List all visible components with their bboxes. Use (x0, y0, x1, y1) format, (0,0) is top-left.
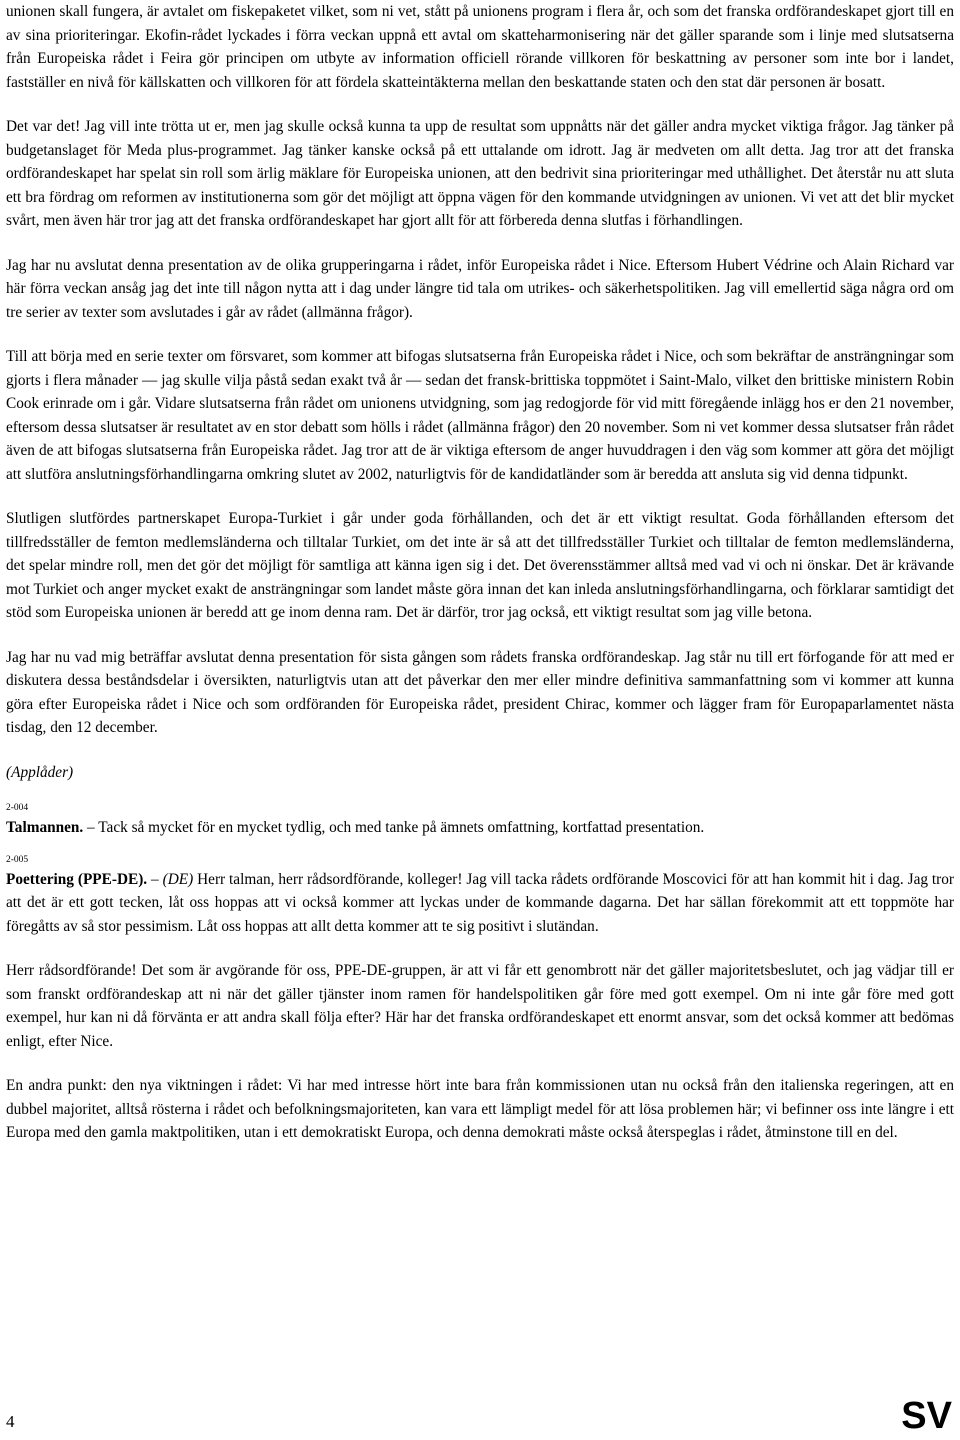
paragraph: Till att börja med en serie texter om försvaret, som kommer att bifogas slutsatserna från Europeiska rådet i Nice, och som bekräftar de ansträngningar som gjorts i flera månader — jag skulle vilja påstå sedan exakt två år — sedan det fransk-brittiska toppmötet i Saint-Malo, vilket den brittiske ministern Robin Cook erinrade om i går. Vidare slutsatserna från rådet om unionens utvidgning, som jag redogjorde för vid mitt föregående inlägg hos er den 21 november, eftersom dessa slutsatser är resultatet av en stor debatt som hölls i rådet (allmänna frågor) den 20 november. Som ni vet kommer dessa slutsatser från rådet även de att bifogas slutsatserna från Europeiska rådet. Jag tror att de är viktiga eftersom de anger huvuddragen i den väg som kommer att göra det möjligt att slutföra anslutningsförhandlingarna omkring slutet av 2002, naturligtvis för de kandidatländer som är beredda att ansluta sig vid denna tidpunkt. (6, 348, 954, 483)
language-code: SV (901, 1395, 952, 1437)
speech-body: Herr talman, herr rådsordförande, kolleger! Jag vill tacka rådets ordförande Moscovici för att han kommit hit i dag. Jag tror att det är ett gott tecken, låt oss hoppas att vi också kommer att lyckas under de kommande dagarna. Det har sällan förekommit att ett toppmöte har föregåtts av så stor pessimism. Låt oss hoppas att allt detta kommer att te sig positivt i slutändan. (6, 870, 955, 935)
speech-text (6, 816, 954, 840)
paragraph: Herr rådsordförande! Det som är avgörande för oss, PPE-DE-gruppen, är att vi får ett genombrott när det gäller majoritetsbeslutet, och jag vädjar till er som franskt ordförandeskap att ni när det gäller tjänster inom ramen för handelspolitiken går före med gott exempel. Om ni inte går före med gott exempel, hur kan ni då förvänta er att andra skall följa efter? Här har det franska ordförandeskapet ett enormt ansvar, som det också kommer att bedömas enligt, efter Nice. (6, 962, 954, 1050)
speaker-name: Talmannen. (6, 819, 84, 836)
paragraph: Det var det! Jag vill inte trötta ut er, men jag skulle också kunna ta upp de resultat som uppnåtts när det gäller andra mycket viktiga frågor. Jag tänker på budgetanslaget för Meda plus-programmet. Jag tänker kanske också på ett uttalande om idrott. Jag är medveten om allt detta. Jag tror att det franska ordförandeskapet har spelat sin roll som ärlig mäklare för Europeiska unionen, att den bedrivit sina prioriteringar med uthållighet. Det återstår nu att sluta ett bra fördrag om reformen av institutionerna som gör det möjligt att öppna vägen för den kommande utvidgningen av unionen. Vi vet att det blir mycket svårt, men även här tror jag att det franska ordförandeskapet har gjort allt för att förbereda denna slutfas i förhandlingen. (6, 118, 954, 229)
dash: – (83, 819, 99, 836)
document-page (6, 0, 954, 1166)
dash: – (147, 870, 163, 888)
speech-text (6, 868, 954, 939)
speech-entry (6, 854, 954, 939)
language-tag: (DE) (162, 870, 194, 888)
speech-body: Tack så mycket för en mycket tydlig, och med tanke på ämnets omfattning, kortfattad presentation. (98, 819, 705, 836)
paragraph: Jag har nu avslutat denna presentation av de olika grupperingarna i rådet, inför Europeiska rådet i Nice. Eftersom Hubert Védrine och Alain Richard var här förra veckan ansåg jag det inte till någon nytta att i dag under längre tid tala om utrikes- och säkerhetspolitiken. Jag vill emellertid säga några ord om tre serier av texter som avslutades i går av rådet (allmänna frågor). (6, 256, 954, 321)
paragraph: En andra punkt: den nya viktningen i rådet: Vi har med intresse hört inte bara från kommissionen utan nu också från den italienska regeringen, att en dubbel majoritet, alltså rösterna i rådet och befolkningsmajoriteten, kan vara ett lämpligt medel för att lösa problemen här; vi befinner oss inte längre i ett Europa med den gamla maktpolitiken, utan i ett demokratiskt Europa, och denna demokrati måste också återspeglas i rådet, åtminstone till en del. (6, 1077, 954, 1141)
speaker-name: Poettering (PPE-DE). (6, 870, 148, 888)
entry-code: 2-005 (6, 854, 29, 865)
paragraph: Jag har nu vad mig beträffar avslutat denna presentation för sista gången som rådets franska ordförandeskap. Jag står nu till ert förfogande för att med er diskutera dessa beståndsdelar i översikten, naturligtvis utan att det påverkar den mer eller mindre definitiva sammanfattning som vi kommer att kunna göra efter Europeiska rådet i Nice och som ordföranden för Europeiska rådet, president Chirac, kommer och lägger fram för Europaparlamentet nästa tisdag, den 12 december. (6, 648, 954, 736)
page-number: 4 (6, 1412, 15, 1431)
entry-code: 2-004 (6, 803, 29, 813)
speech-entry (6, 802, 954, 840)
applause-note: (Applåder) (6, 763, 74, 781)
paragraph: unionen skall fungera, är avtalet om fiskepaketet vilket, som ni vet, stått på unionens program i flera år, och som det franska ordförandeskapet gjort till en av sina prioriteringar. Ekofin-rådet lyckades i förra veckan uppnå ett avtal om skatteharmonisering när det gäller sparande som i linje med slutsatserna från Europeiska rådet i Feira gör principen om utbyte av information officiell rörande villkoren för beskattning av personer som inte bor i landet, fastställer en nivå för källskatten och villkoren för att fördela skatteintäkterna mellan den beskattande staten och den stat där personen är bosatt. (6, 3, 954, 91)
paragraph: Slutligen slutfördes partnerskapet Europa-Turkiet i går under goda förhållanden, och det är ett viktigt resultat. Goda förhållanden eftersom det tillfredsställer de femton medlemsländerna och tilltalar Turkiet, om det inte är så att det tillfredsställer Turkiet och tilltalar de femton medlemsländerna, det spelar mindre roll, men det gör det möjligt för samtliga att känna igen sig i det. Det överensstämmer alltså med vad vi och ni önskar. Det är krävande mot Turkiet och anger mycket exakt de ansträngningar som landet måste göra innan det kan inleda anslutningsförhandlingarna, och förklarar samtidigt det stöd som Europeiska unionen är beredd att ge inom denna ram. Det är därför, tror jag också, ett viktigt resultat som jag ville betona. (6, 510, 954, 621)
